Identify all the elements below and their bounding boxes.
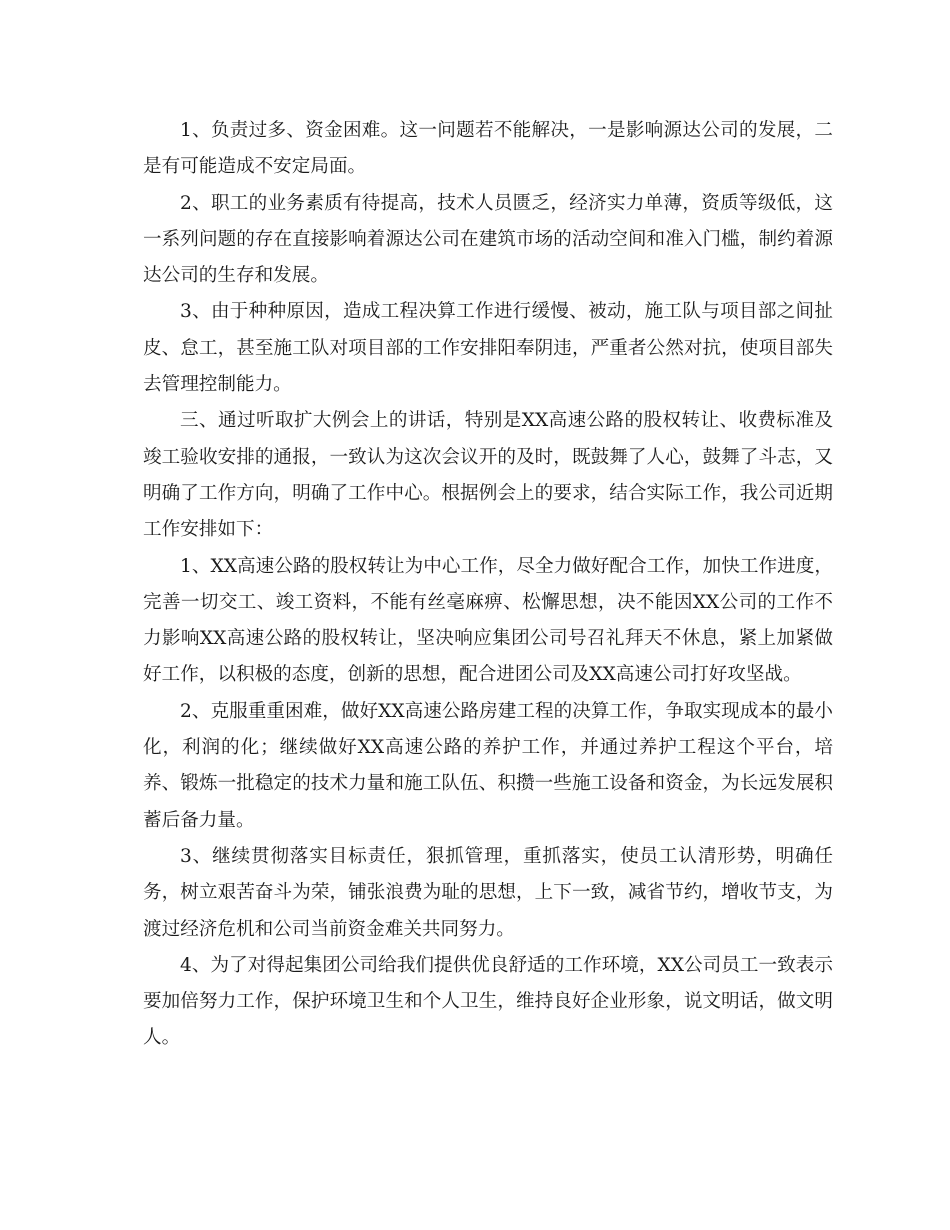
paragraph-problem-3: 3、由于种种原因，造成工程决算工作进行缓慢、被动，施工队与项目部之间扯皮、怠工，甚至施工队对项目部的工作安排阳奉阴违，严重者公然对抗，使项目部失去管理控制能力。 bbox=[143, 301, 833, 396]
paragraph-section-three: 三、通过听取扩大例会上的讲话，特别是XX高速公路的股权转让、收费标准及竣工验收安排的通报，一致认为这次会议开的及时，既鼓舞了人心，鼓舞了斗志，又明确了工作方向，明确了工作中心。根据例会上的要求，结合实际工作，我公司近期工作安排如下： bbox=[143, 410, 833, 541]
paragraph-plan-3: 3、继续贯彻落实目标责任，狠抓管理，重抓落实，使员工认清形势，明确任务，树立艰苦奋斗为荣，铺张浪费为耻的思想，上下一致，减省节约，增收节支，为渡过经济危机和公司当前资金难关共同努力。 bbox=[143, 845, 833, 940]
paragraph-plan-2: 2、克服重重困难，做好XX高速公路房建工程的决算工作，争取实现成本的最小化，利润的化；继续做好XX高速公路的养护工作，并通过养护工程这个平台，培养、锻炼一批稳定的技术力量和施工队伍、积攒一些施工设备和资金，为长远发展积蓄后备力量。 bbox=[143, 700, 833, 831]
paragraph-problem-2: 2、职工的业务素质有待提高，技术人员匮乏，经济实力单薄，资质等级低，这一系列问题的存在直接影响着源达公司在建筑市场的活动空间和准入门槛，制约着源达公司的生存和发展。 bbox=[143, 192, 833, 287]
paragraph-problem-1: 1、负责过多、资金困难。这一问题若不能解决，一是影响源达公司的发展，二是有可能造成不安定局面。 bbox=[143, 120, 833, 178]
document-body bbox=[143, 113, 833, 1057]
paragraph-plan-4: 4、为了对得起集团公司给我们提供优良舒适的工作环境，XX公司员工一致表示要加倍努力工作，保护环境卫生和个人卫生，维持良好企业形象，说文明话，做文明人。 bbox=[143, 954, 833, 1049]
paragraph-plan-1: 1、XX高速公路的股权转让为中心工作，尽全力做好配合工作，加快工作进度，完善一切交工、竣工资料，不能有丝毫麻痹、松懈思想，决不能因XX公司的工作不力影响XX高速公路的股权转让，坚决响应集团公司号召礼拜天不休息，紧上加紧做好工作，以积极的态度，创新的思想，配合进团公司及XX高速公司打好攻坚战。 bbox=[143, 555, 833, 686]
